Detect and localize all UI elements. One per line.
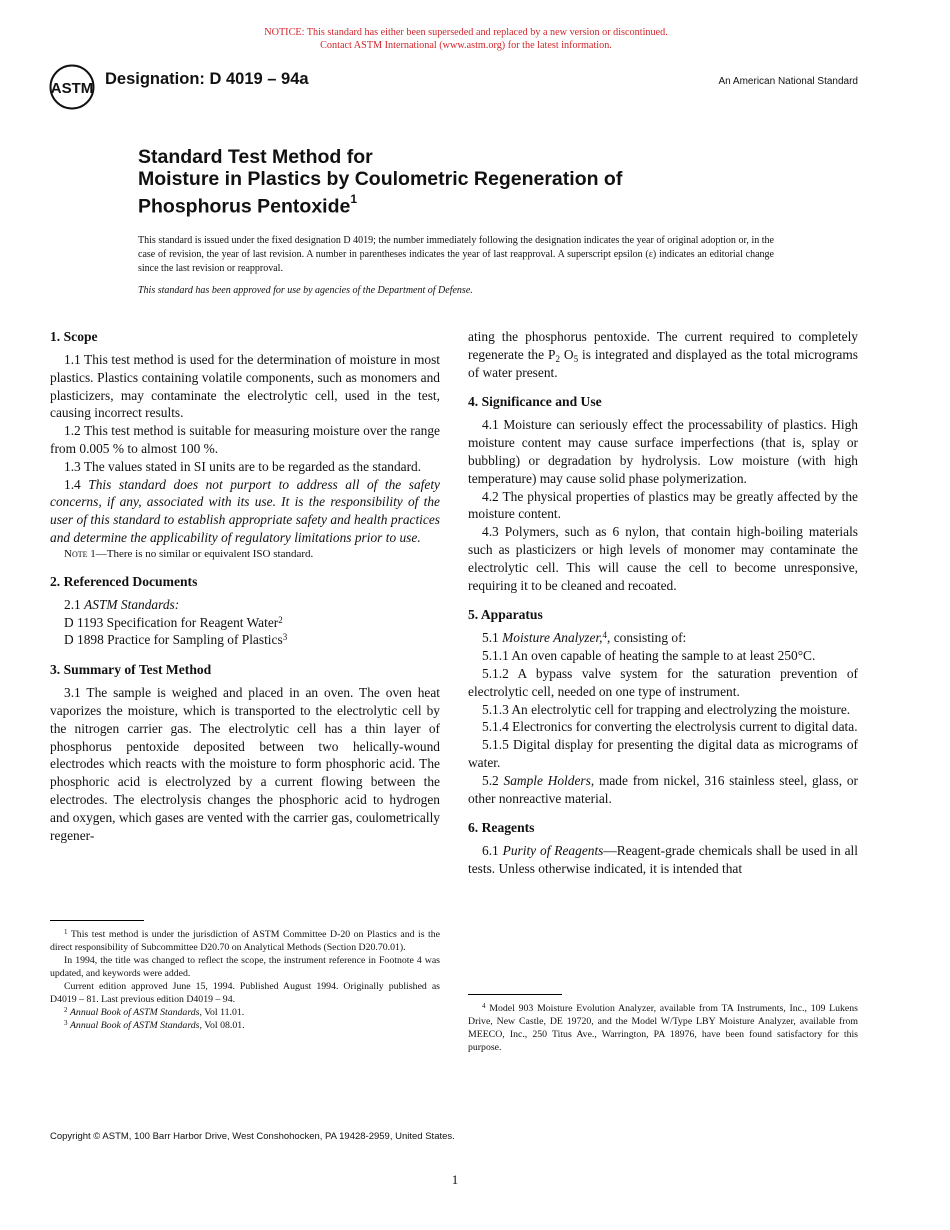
- paragraph-5-1-num: 5.1: [482, 630, 499, 646]
- paragraph-6-1-text: —Reagent-grade chemicals shall be used in all tests. Unless otherwise indicated, it is intended that: [468, 843, 858, 877]
- paragraph-1-4-num: 1.4: [64, 476, 81, 492]
- reference-d1898-mark: 3: [282, 632, 288, 643]
- reference-d1193-text: D 1193 Specification for Reagent Water: [64, 614, 279, 630]
- title-line-1: Standard Test Method for: [138, 146, 373, 168]
- american-national-standard: An American National Standard: [718, 76, 858, 87]
- section-heading-summary: 3. Summary of Test Method: [50, 662, 212, 678]
- paragraph-3-1-cont-c: is integrated and displayed as the total micrograms of water present.: [468, 346, 858, 380]
- footnote-4-text: Model 903 Moisture Evolution Analyzer, available from TA Instruments, Inc., 109 Lukens Drive, New Castle, DE 19720, and the Model W/Type LBY Moisture Analyzer, available from MEECO, Inc., 250 Titus Ave., Warrington, PA 18976, have been found satisfactory for this purpose.: [468, 1003, 858, 1053]
- paragraph-5-1-mark: 4: [602, 630, 608, 641]
- paragraph-5-1: [468, 629, 858, 647]
- paragraph-5-2-title: Sample Holders: [503, 772, 591, 788]
- notice: [0, 26, 932, 52]
- footnote-4: [468, 1002, 858, 1054]
- reference-d1193-mark: 2: [278, 614, 283, 625]
- paragraph-4-3: 4.3 Polymers, such as 6 nylon, that contain high-boiling materials such as plasticizers or high levels of monomer may contaminate the electrolytic cell. This will cause the cell to become unresponsive, requiring it to be cleaned and recoated.: [468, 524, 858, 593]
- paragraph-5-1-1: 5.1.1 An oven capable of heating the sample to at least 250°C.: [482, 648, 816, 664]
- paragraph-5-2-num: 5.2: [482, 772, 499, 788]
- footnote-2-title: Annual Book of ASTM Standards,: [69, 1007, 202, 1018]
- p2o5-sub-2: 2: [555, 353, 560, 364]
- paragraph-1-4: [50, 476, 440, 547]
- designation: Designation: D 4019 – 94a: [105, 70, 309, 88]
- footnote-2: [50, 1006, 440, 1019]
- approved-statement: This standard has been approved for use by agencies of the Department of Defense.: [138, 285, 473, 296]
- footnote-1b: In 1994, the title was changed to reflect the scope, the instrument reference in Footnote 4 was updated, and keywords were added.: [50, 955, 440, 979]
- notice-line-2: Contact ASTM International (www.astm.org) for the latest information.: [320, 40, 612, 51]
- paragraph-2-1: [50, 596, 440, 614]
- paragraph-3-1-continued: [468, 328, 858, 381]
- notice-line-1: NOTICE: This standard has either been superseded and replaced by a new version or discontinued.: [264, 27, 668, 38]
- copyright: Copyright © ASTM, 100 Barr Harbor Drive, West Conshohocken, PA 19428-2959, United States.: [50, 1131, 455, 1142]
- footnote-4-mark: 4: [482, 1002, 486, 1010]
- title-line-3: [138, 190, 622, 218]
- paragraph-6-1: [468, 842, 858, 878]
- document-title: [138, 146, 622, 218]
- note-label: Note: [64, 547, 88, 560]
- paragraph-2-1-title: ASTM Standards:: [84, 596, 180, 612]
- svg-text:ASTM: ASTM: [50, 80, 94, 97]
- right-column: [468, 328, 858, 878]
- section-heading-apparatus: 5. Apparatus: [468, 607, 543, 623]
- paragraph-3-1-cont-b: O: [559, 346, 574, 362]
- p2o5-sub-5: 5: [573, 353, 579, 364]
- left-column: [50, 328, 440, 844]
- title-line-3-text: Phosphorus Pentoxide: [138, 195, 351, 218]
- paragraph-6-1-title: Purity of Reagents: [502, 843, 604, 859]
- section-heading-referenced: 2. Referenced Documents: [50, 573, 198, 589]
- section-heading-reagents: 6. Reagents: [468, 820, 535, 836]
- reference-d1193: [50, 614, 440, 632]
- title-footnote-mark: 1: [350, 192, 358, 206]
- paragraph-5-2-text: , made from nickel, 316 stainless steel, glass, or other nonreactive material.: [468, 772, 858, 806]
- paragraph-1-2: 1.2 This test method is suitable for measuring moisture over the range from 0.005 % to almost 100 %.: [50, 423, 440, 456]
- reference-d1898-text: D 1898 Practice for Sampling of Plastics: [64, 632, 283, 648]
- reference-d1898: [50, 631, 440, 649]
- paragraph-5-1-4: 5.1.4 Electronics for converting the electrolysis current to digital data.: [482, 719, 858, 735]
- paragraph-4-1: 4.1 Moisture can seriously effect the processability of plastics. High moisture content may cause surface imperfections (that is, splay or bubbling) or degradation by hydrolysis. Low moisture (with high temperature) may cause solid phase polymerization.: [468, 417, 858, 486]
- paragraph-5-1-title: Moisture Analyzer,: [502, 630, 603, 646]
- footnote-2-text: Vol 11.01.: [201, 1007, 245, 1018]
- footnote-3-mark: 3: [64, 1019, 68, 1027]
- paragraph-3-1: 3.1 The sample is weighed and placed in an oven. The oven heat vaporizes the moisture, which is transported to the electrolytic cell by the nitrogen carrier gas. The electrolytic cell has a thin layer of phosphorus pentoxide deposited between two helically-wound electrodes which reacts with the moisture to form phosphoric acid. The phosphoric acid is electrolyzed by a current flowing between the electrodes. The electrolysis changes the phosphoric acid to hydrogen and oxygen, which gases are vented with the carrier gas, coulometrically regener-: [50, 685, 440, 843]
- footnote-2-mark: 2: [64, 1006, 68, 1014]
- paragraph-1-3: 1.3 The values stated in SI units are to be regarded as the standard.: [64, 458, 422, 474]
- paragraph-4-2: 4.2 The physical properties of plastics may be greatly affected by the moisture content.: [468, 488, 858, 522]
- footnotes-left: [50, 920, 440, 1032]
- paragraph-5-2: [468, 772, 858, 808]
- footnote-1-mark: 1: [64, 928, 68, 936]
- note-1: [50, 547, 440, 561]
- astm-logo-icon: [49, 64, 95, 110]
- note-text: 1—There is no similar or equivalent ISO standard.: [90, 547, 314, 560]
- paragraph-1-1: 1.1 This test method is used for the determination of moisture in most plastics. Plastics containing volatile components, such as monomers and plasticizers, may contaminate the electrolytic cell, used in the test, causing incorrect results.: [50, 352, 440, 421]
- paragraph-5-1-5: 5.1.5 Digital display for presenting the digital data as micrograms of water.: [468, 737, 858, 770]
- footnote-3-title: Annual Book of ASTM Standards,: [69, 1020, 202, 1031]
- paragraph-5-1-text: , consisting of:: [607, 630, 687, 646]
- issued-statement: This standard is issued under the fixed designation D 4019; the number immediately following the designation indicates the year of original adoption or, in the case of revision, the year of last revision. A number in parentheses indicates the year of last reapproval. A superscript epsilon (ε) indicates an editorial change since the last revision or reapproval.: [138, 235, 774, 274]
- paragraph-6-1-num: 6.1: [482, 843, 499, 859]
- footnote-1-text: This test method is under the jurisdiction of ASTM Committee D-20 on Plastics and is the direct responsibility of Subcommittee D20.70 on Analytical Methods (Section D20.70.01).: [50, 929, 440, 953]
- footnotes-right: [468, 994, 858, 1054]
- title-line-2: Moisture in Plastics by Coulometric Regeneration of: [138, 168, 623, 190]
- paragraph-5-1-3: 5.1.3 An electrolytic cell for trapping and electrolyzing the moisture.: [482, 701, 851, 717]
- footnote-3-text: Vol 08.01.: [201, 1020, 245, 1031]
- paragraph-3-1-cont-a: ating the phosphorus pentoxide. The current required to completely regenerate the P: [468, 329, 858, 362]
- footnote-3: [50, 1019, 440, 1032]
- footnote-1c: Current edition approved June 15, 1994. Published August 1994. Originally published as D4019 – 81. Last previous edition D4019 – 94.: [50, 981, 440, 1005]
- section-heading-significance: 4. Significance and Use: [468, 394, 602, 410]
- paragraph-1-4-text: This standard does not purport to address all of the safety concerns, if any, associated with its use. It is the responsibility of the user of this standard to establish appropriate safety and health practices and determine the applicability of regulatory limitations prior to use.: [50, 476, 440, 545]
- section-heading-scope: 1. Scope: [50, 329, 98, 344]
- paragraph-2-1-num: 2.1: [64, 596, 81, 612]
- footnote-1: [50, 928, 440, 954]
- page-number: 1: [451, 1172, 459, 1187]
- paragraph-5-1-2: 5.1.2 A bypass valve system for the saturation prevention of electrolytic cell, needed on one type of instrument.: [468, 665, 858, 699]
